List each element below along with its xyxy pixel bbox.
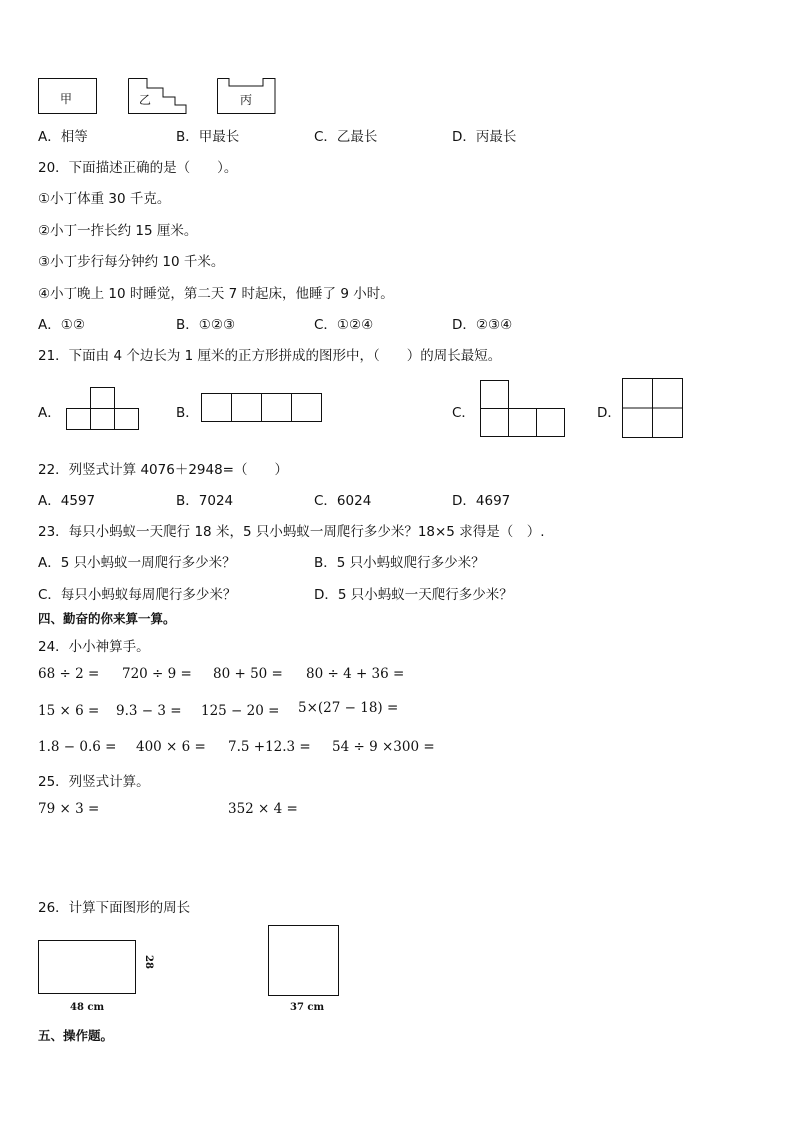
- q20-statement-3: ③小丁步行每分钟约 10 千米。: [38, 254, 225, 270]
- q19-option-b[interactable]: B．甲最长: [176, 129, 240, 145]
- q21-stem: 21．下面由 4 个边长为 1 厘米的正方形拼成的图形中，（ ）的周长最短。: [38, 348, 502, 364]
- q23-option-b[interactable]: B．5 只小蚂蚁爬行多少米？: [314, 555, 485, 571]
- q26-square-side-label: 37 cm: [290, 1002, 325, 1013]
- q19-option-a[interactable]: A．相等: [38, 129, 88, 145]
- q24-expr-2-4: 5×(27 − 18) =: [298, 700, 399, 716]
- q24-expr-3-3: 7.5 +12.3 =: [228, 739, 311, 755]
- q26-rectangle: [38, 940, 138, 996]
- q21-label-d[interactable]: D．: [597, 405, 621, 421]
- q20-statement-2: ②小丁一拃长约 15 厘米。: [38, 223, 198, 239]
- q20-stem: 20．下面描述正确的是（ ）。: [38, 160, 238, 176]
- q24-expr-2-3: 125 − 20 =: [201, 703, 280, 719]
- q19-option-c[interactable]: C．乙最长: [314, 129, 378, 145]
- q23-stem: 23．每只小蚂蚁一天爬行 18 米，5 只小蚂蚁一周爬行多少米？18×5 求得是（ ）.: [38, 524, 545, 540]
- shape-yi: [128, 78, 190, 115]
- q19-option-d[interactable]: D．丙最长: [452, 129, 517, 145]
- q24-expr-2-2: 9.3 − 3 =: [116, 703, 182, 719]
- q24-expr-1-3: 80 + 50 =: [213, 666, 283, 682]
- q22-option-a[interactable]: A．4597: [38, 493, 96, 509]
- q21-figure-d: [622, 378, 684, 440]
- q25-stem: 25．列竖式计算。: [38, 774, 150, 790]
- q22-stem: 22．列竖式计算 4076＋2948=（ ）: [38, 462, 288, 478]
- q26-rect-height-label: 28: [143, 955, 154, 969]
- q23-option-d[interactable]: D．5 只小蚂蚁一天爬行多少米？: [314, 587, 513, 603]
- q24-expr-1-1: 68 ÷ 2 =: [38, 666, 100, 682]
- q21-figure-a: [66, 386, 140, 432]
- shape-yi-label: 乙: [139, 93, 152, 107]
- q20-option-a[interactable]: A．①②: [38, 317, 85, 333]
- q20-option-b[interactable]: B．①②③: [176, 317, 236, 333]
- q21-figure-b: [201, 393, 323, 424]
- q21-figure-c: [480, 380, 568, 438]
- q25-item-1: 79 × 3 =: [38, 801, 100, 817]
- q23-option-c[interactable]: C．每只小蚂蚁每周爬行多少米？: [38, 587, 237, 603]
- q20-statement-4: ④小丁晚上 10 时睡觉，第二天 7 时起床，他睡了 9 小时。: [38, 286, 394, 302]
- q22-option-c[interactable]: C．6024: [314, 493, 372, 509]
- q21-label-a[interactable]: A．: [38, 405, 61, 421]
- q24-expr-1-4: 80 ÷ 4 + 36 =: [306, 666, 405, 682]
- q26-stem: 26．计算下面图形的周长: [38, 900, 191, 916]
- q23-option-a[interactable]: A．5 只小蚂蚁一周爬行多少米？: [38, 555, 236, 571]
- q21-label-b[interactable]: B．: [176, 405, 199, 421]
- q24-stem: 24．小小神算手。: [38, 639, 150, 655]
- section-4-heading: 四、勤奋的你来算一算。: [38, 611, 176, 626]
- shape-bing-label: 丙: [240, 93, 253, 107]
- q21-label-c[interactable]: C．: [452, 405, 475, 421]
- shape-jia-label: 甲: [60, 92, 73, 106]
- q22-option-b[interactable]: B．7024: [176, 493, 234, 509]
- section-5-heading: 五、操作题。: [38, 1028, 114, 1043]
- q26-square: [268, 925, 341, 998]
- q24-expr-3-1: 1.8 − 0.6 =: [38, 739, 117, 755]
- q20-statement-1: ①小丁体重 30 千克。: [38, 191, 171, 207]
- q22-option-d[interactable]: D．4697: [452, 493, 511, 509]
- q24-expr-3-2: 400 × 6 =: [136, 739, 206, 755]
- q24-expr-2-1: 15 × 6 =: [38, 703, 100, 719]
- q20-option-c[interactable]: C．①②④: [314, 317, 374, 333]
- q24-expr-1-2: 720 ÷ 9 =: [122, 666, 192, 682]
- q26-rect-width-label: 48 cm: [70, 1002, 105, 1013]
- q20-option-d[interactable]: D．②③④: [452, 317, 513, 333]
- q24-expr-3-4: 54 ÷ 9 ×300 =: [332, 739, 435, 755]
- q25-item-2: 352 × 4 =: [228, 801, 298, 817]
